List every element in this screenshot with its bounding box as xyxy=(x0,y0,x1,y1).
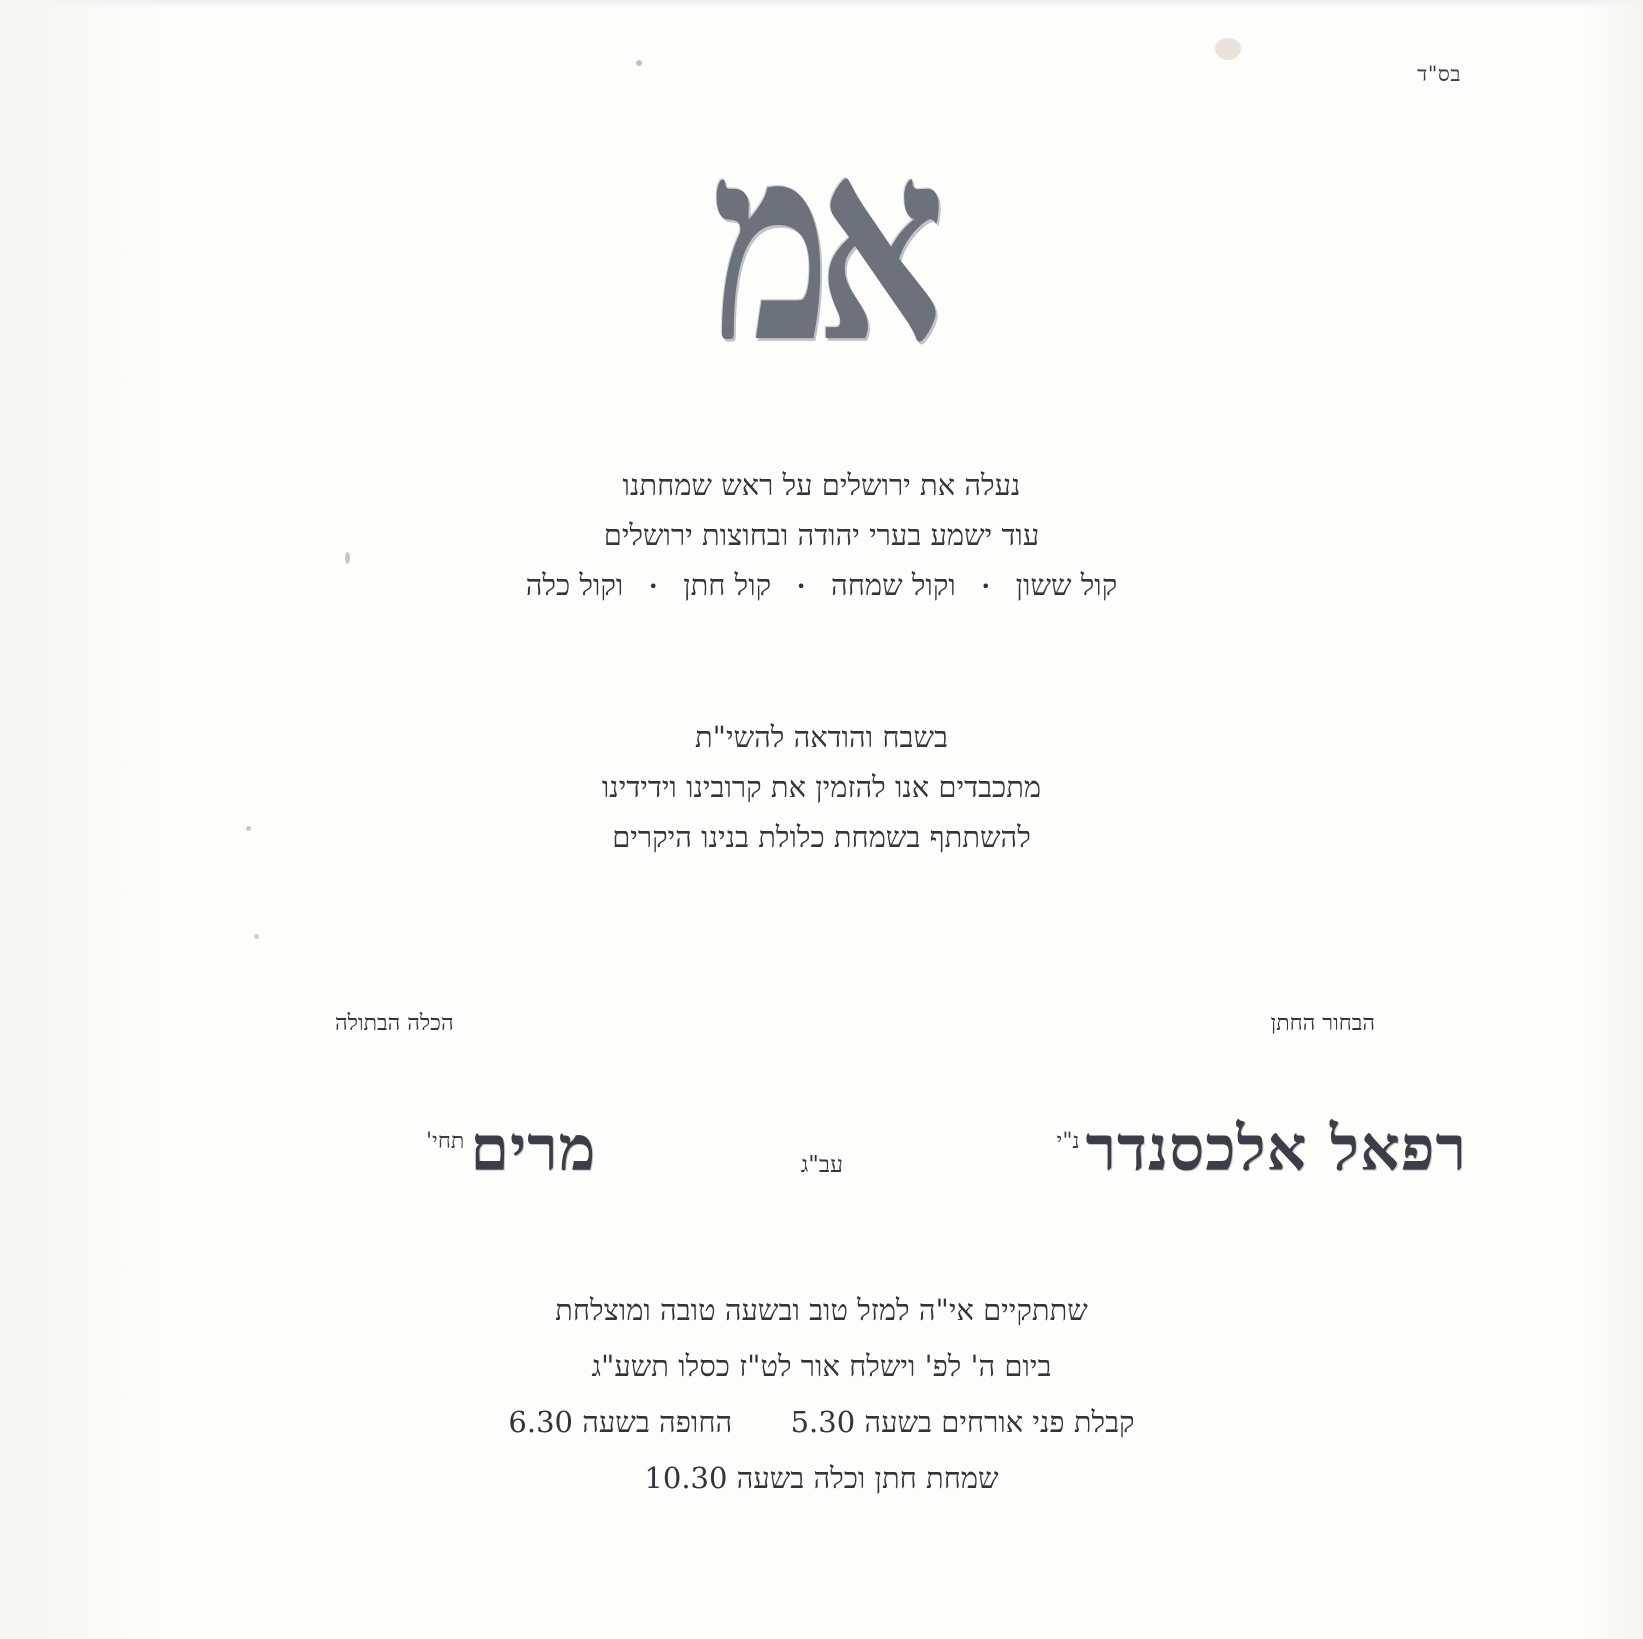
separator-dot-icon: • xyxy=(796,577,806,596)
couple-section xyxy=(0,1010,1643,1232)
opening-line-1: נעלה את ירושלים על ראש שמחתנו xyxy=(622,468,1021,502)
joy-part-2: וקול שמחה xyxy=(831,568,956,602)
reception-label: קבלת פני אורחים בשעה xyxy=(864,1405,1135,1439)
invitation-line-3: להשתתף בשמחת כלולת בנינו היקרים xyxy=(612,820,1031,854)
invitation-line-1: בשבח והודאה להשי"ת xyxy=(694,720,949,754)
joy-part-4: וקול כלה xyxy=(525,568,624,602)
dance-time: 10.30 xyxy=(644,1461,728,1495)
chupah-time: 6.30 xyxy=(508,1405,573,1439)
bride-name-suffix: תחי' xyxy=(426,1129,465,1155)
details-line-2: ביום ה' לפ' וישלח אור לט"ז כסלו תשע"ג xyxy=(591,1349,1052,1383)
couple-labels-row xyxy=(0,1010,1643,1050)
invitation-line-2: מתכבדים אנו להזמין את קרובינו וידידינו xyxy=(601,770,1042,804)
reception-time: 5.30 xyxy=(790,1405,856,1439)
separator-dot-icon: • xyxy=(980,577,991,596)
groom-name xyxy=(1051,1112,1467,1186)
joy-line xyxy=(0,560,1643,612)
bride-name xyxy=(420,1112,596,1186)
bsd-header: בס"ד xyxy=(1417,62,1461,86)
chupah-label: החופה בשעה xyxy=(582,1405,733,1439)
joy-part-1: קול ששון xyxy=(1015,568,1118,602)
bride-name-text: מרים xyxy=(470,1112,597,1185)
schedule-line-dance xyxy=(0,1450,1643,1506)
groom-name-text: רפאל אלכסנדר xyxy=(1085,1112,1467,1185)
couple-connector: עב"ג xyxy=(800,1152,843,1178)
bride-label: הכלה הבתולה xyxy=(335,1011,454,1036)
details-line-1: שתתקיים אי"ה למזל טוב ובשעה טובה ומוצלחת xyxy=(555,1293,1088,1327)
opening-line-2: עוד ישמע בערי יהודה ובחוצות ירושלים xyxy=(603,518,1040,552)
joy-part-3: קול חתן xyxy=(683,568,772,602)
event-details-block xyxy=(0,1282,1643,1506)
dance-label: שמחת חתן וכלה בשעה xyxy=(736,1461,999,1495)
couple-names-row xyxy=(0,1112,1643,1232)
invitation-text-block xyxy=(0,712,1643,862)
separator-dot-icon: • xyxy=(648,577,658,596)
opening-verse-block xyxy=(0,460,1643,612)
monogram-initials: אמ xyxy=(712,85,931,403)
groom-label: הבחור החתן xyxy=(1270,1011,1375,1036)
groom-name-suffix: נ"י xyxy=(1056,1129,1080,1155)
schedule-line-reception xyxy=(0,1394,1643,1450)
